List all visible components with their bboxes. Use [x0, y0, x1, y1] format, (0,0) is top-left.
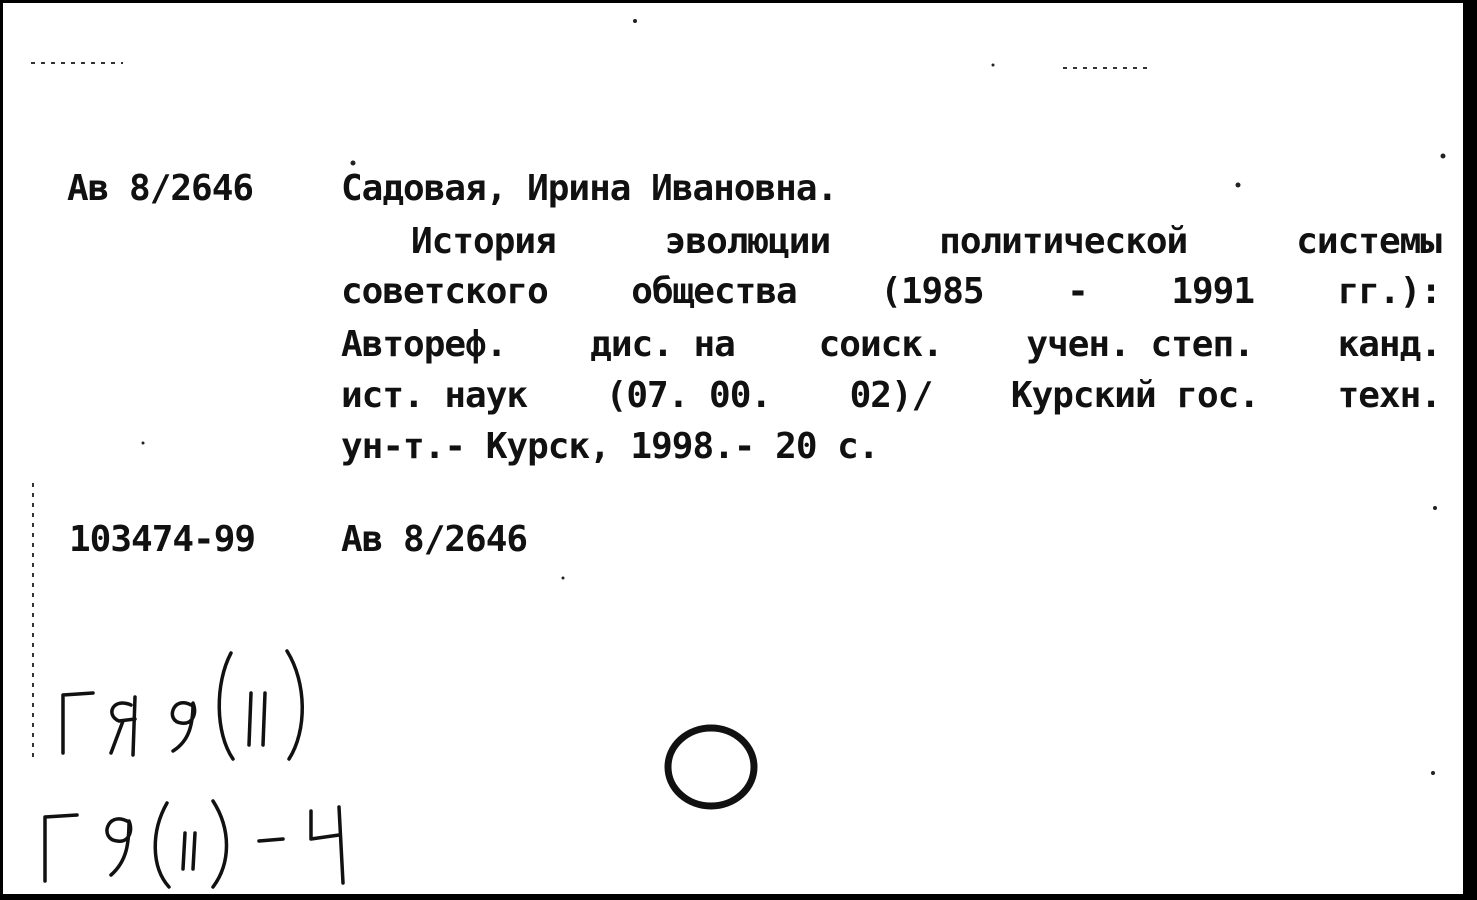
description-word: (1985	[880, 271, 984, 312]
description-word: (07. 00.	[605, 375, 772, 416]
handwritten-class-line-2	[33, 771, 353, 891]
description-word: общества	[631, 271, 797, 312]
description-word: эволюции	[664, 221, 831, 262]
description-line-4	[341, 375, 1441, 416]
description-word: гг.):	[1337, 271, 1441, 312]
shelf-mark: Ав 8/2646	[67, 168, 254, 209]
description-word: учен. степ.	[1026, 324, 1254, 365]
description-line-2	[341, 271, 1441, 312]
shelf-mark-repeat: Ав 8/2646	[341, 519, 528, 560]
description-word: дис. на	[590, 324, 735, 365]
description-word: ун-т.- Курск, 1998.- 20 с.	[341, 426, 879, 467]
description-word: техн.	[1337, 375, 1441, 416]
description-word: ист. наук	[341, 375, 528, 416]
handwritten-class-line-1	[43, 633, 343, 763]
description-word: соиск.	[818, 324, 943, 365]
description-word: политической	[939, 221, 1188, 262]
description-word: Курский гос.	[1010, 375, 1259, 416]
author-heading: Садовая, Ирина Ивановна.	[341, 168, 838, 209]
catalog-card	[3, 3, 1463, 894]
description-line-5	[341, 426, 1441, 467]
punch-hole-icon	[661, 717, 761, 817]
description-word: канд.	[1337, 324, 1441, 365]
description-word: советского	[341, 271, 548, 312]
description-word: -	[1067, 271, 1088, 312]
description-word: История	[411, 221, 556, 262]
description-line-3	[341, 324, 1441, 365]
description-word: 02)/	[849, 375, 933, 416]
description-word: системы	[1296, 221, 1441, 262]
description-line-1	[411, 221, 1441, 262]
inventory-number: 103474-99	[69, 519, 256, 560]
description-word: Автореф.	[341, 324, 507, 365]
description-word: 1991	[1171, 271, 1255, 312]
